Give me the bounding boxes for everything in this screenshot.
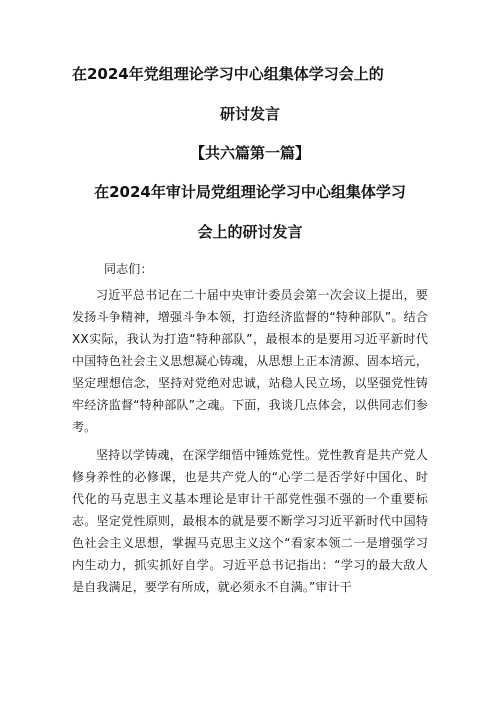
body-paragraph-1: 习近平总书记在二十届中央审计委员会第一次会议上提出，要发扬斗争精神，增强斗争本领，打造经济监督的“特种部队”。结合XX实际，我认为打造“特种部队”，最根本的是要用习近平新时代中国特色社会主义思想凝心铸魂，从思想上正本清源、固本培元，坚定理想信念，坚持对党绝对忠诚，站稳人民立场，以坚强党性铸牢经济监督“特种部队”之魂。下面，我谈几点体会，以供同志们参考。 <box>72 288 428 434</box>
document-body <box>72 258 428 604</box>
document-title-line-1: 在2024年党组理论学习中心组集体学习会上的 <box>72 65 384 83</box>
series-label: 【共六篇第一篇】 <box>189 144 310 162</box>
body-paragraph-2: 坚持以学铸魂，在深学细悟中锤炼党性。党性教育是共产党人修身养性的必修课，也是共产党人的“心学二是否学好中国化、时代化的马克思主义基本理论是审计干部党性强不强的一个重要标志。坚定党性原则，最根本的就是要不断学习习近平新时代中国特色社会主义思想，掌握马克思主义这个“看家本领二一是增强学习内生动力，抓实抓好自学。习近平总书记指出：“学习的最大敌人是自我满足，要学有所成，就必须永不自满。”审计干 <box>72 448 428 594</box>
document-title-line-2: 研讨发言 <box>219 105 280 123</box>
greeting: 同志们： <box>104 262 153 276</box>
subtitle-line-2: 会上的研讨发言 <box>197 223 303 241</box>
subtitle-line-1: 在2024年审计局党组理论学习中心组集体学习 <box>94 183 406 201</box>
